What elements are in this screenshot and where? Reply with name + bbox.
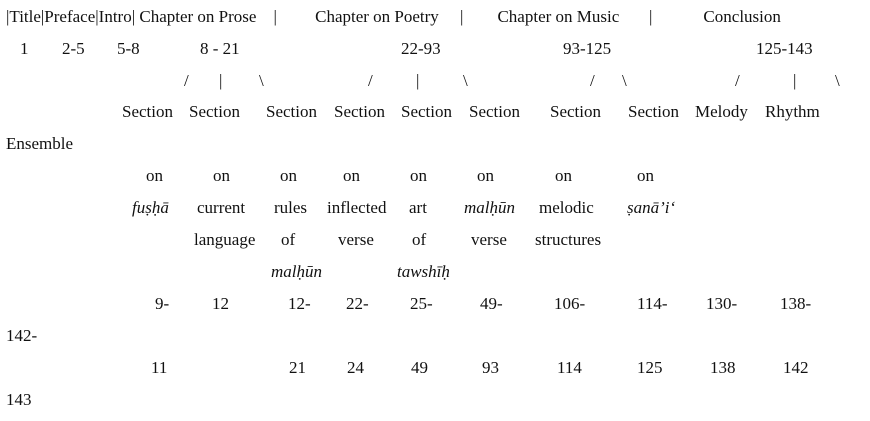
- branch-conclusion-mid: |: [793, 71, 797, 90]
- branch-prose-mid: |: [219, 71, 223, 90]
- section-label: Section: [628, 102, 679, 121]
- topic-verse: verse: [338, 230, 374, 249]
- topic-fusha: fuṣḥā: [132, 198, 169, 217]
- on-word: on: [280, 166, 297, 185]
- topic-verse: verse: [471, 230, 507, 249]
- chapter-header: |Title|Preface|Intro| Chapter on Prose | Chapter on Poetry | Chapter on Music | Conclusion: [6, 7, 781, 26]
- range-start: 130-: [706, 294, 738, 313]
- topic-of: of: [412, 230, 427, 249]
- topic-malhun: malḥūn: [464, 198, 515, 217]
- section-label: Section: [189, 102, 240, 121]
- section-label: Section: [122, 102, 173, 121]
- section-label: Section: [469, 102, 520, 121]
- range-start: 138-: [780, 294, 812, 313]
- on-word: on: [146, 166, 163, 185]
- range-start: 106-: [554, 294, 586, 313]
- pages-intro: 5-8: [117, 39, 140, 58]
- on-word: on: [637, 166, 654, 185]
- range-start: 22-: [346, 294, 369, 313]
- range-end: 93: [482, 358, 499, 377]
- melody-label: Melody: [695, 102, 748, 121]
- topic-tawshih: tawshīḥ: [397, 262, 450, 281]
- pages-conclusion: 125-143: [756, 39, 813, 58]
- range-end: 114: [557, 358, 582, 377]
- pages-music: 93-125: [563, 39, 612, 58]
- rhythm-label: Rhythm: [765, 102, 820, 121]
- section-label: Section: [334, 102, 385, 121]
- branch-music-left: /: [590, 71, 595, 90]
- on-word: on: [555, 166, 572, 185]
- on-word: on: [477, 166, 494, 185]
- range-end: 11: [151, 358, 168, 377]
- topic-language: language: [194, 230, 256, 249]
- range-start: 49-: [480, 294, 503, 313]
- range-end: 24: [347, 358, 364, 377]
- section-label: Section: [550, 102, 601, 121]
- range-start-overflow: 142-: [6, 326, 38, 345]
- topic-of: of: [281, 230, 296, 249]
- pages-prose: 8 - 21: [200, 39, 240, 58]
- range-end: 125: [637, 358, 663, 377]
- branch-conclusion-right: \: [835, 71, 840, 90]
- topic-current: current: [197, 198, 246, 217]
- section-label: Section: [266, 102, 317, 121]
- ensemble-label: Ensemble: [6, 134, 74, 153]
- branch-conclusion-left: /: [735, 71, 740, 90]
- branch-poetry-right: \: [463, 71, 468, 90]
- range-start: 9-: [155, 294, 170, 313]
- branch-prose-left: /: [184, 71, 189, 90]
- branch-poetry-left: /: [368, 71, 373, 90]
- range-end: 142: [783, 358, 809, 377]
- pages-title: 1: [20, 39, 29, 58]
- range-start: 12-: [288, 294, 311, 313]
- range-end: 21: [289, 358, 306, 377]
- range-start: 25-: [410, 294, 433, 313]
- range-end: 138: [710, 358, 736, 377]
- topic-melodic: melodic: [539, 198, 594, 217]
- topic-malhun: malḥūn: [271, 262, 322, 281]
- on-word: on: [213, 166, 230, 185]
- topic-inflected: inflected: [327, 198, 387, 217]
- branch-music-right: \: [622, 71, 627, 90]
- on-word: on: [410, 166, 427, 185]
- pages-poetry: 22-93: [401, 39, 441, 58]
- topic-art: art: [409, 198, 427, 217]
- topic-sanai: ṣanā’i‘: [627, 198, 676, 217]
- range-start: 12: [212, 294, 229, 313]
- branch-prose-right: \: [259, 71, 264, 90]
- range-end: 49: [411, 358, 428, 377]
- range-start: 114-: [637, 294, 668, 313]
- topic-rules: rules: [274, 198, 308, 217]
- branch-poetry-mid: |: [416, 71, 420, 90]
- section-label: Section: [401, 102, 452, 121]
- range-end-overflow: 143: [6, 390, 32, 409]
- topic-structures: structures: [535, 230, 602, 249]
- on-word: on: [343, 166, 360, 185]
- pages-preface: 2-5: [62, 39, 85, 58]
